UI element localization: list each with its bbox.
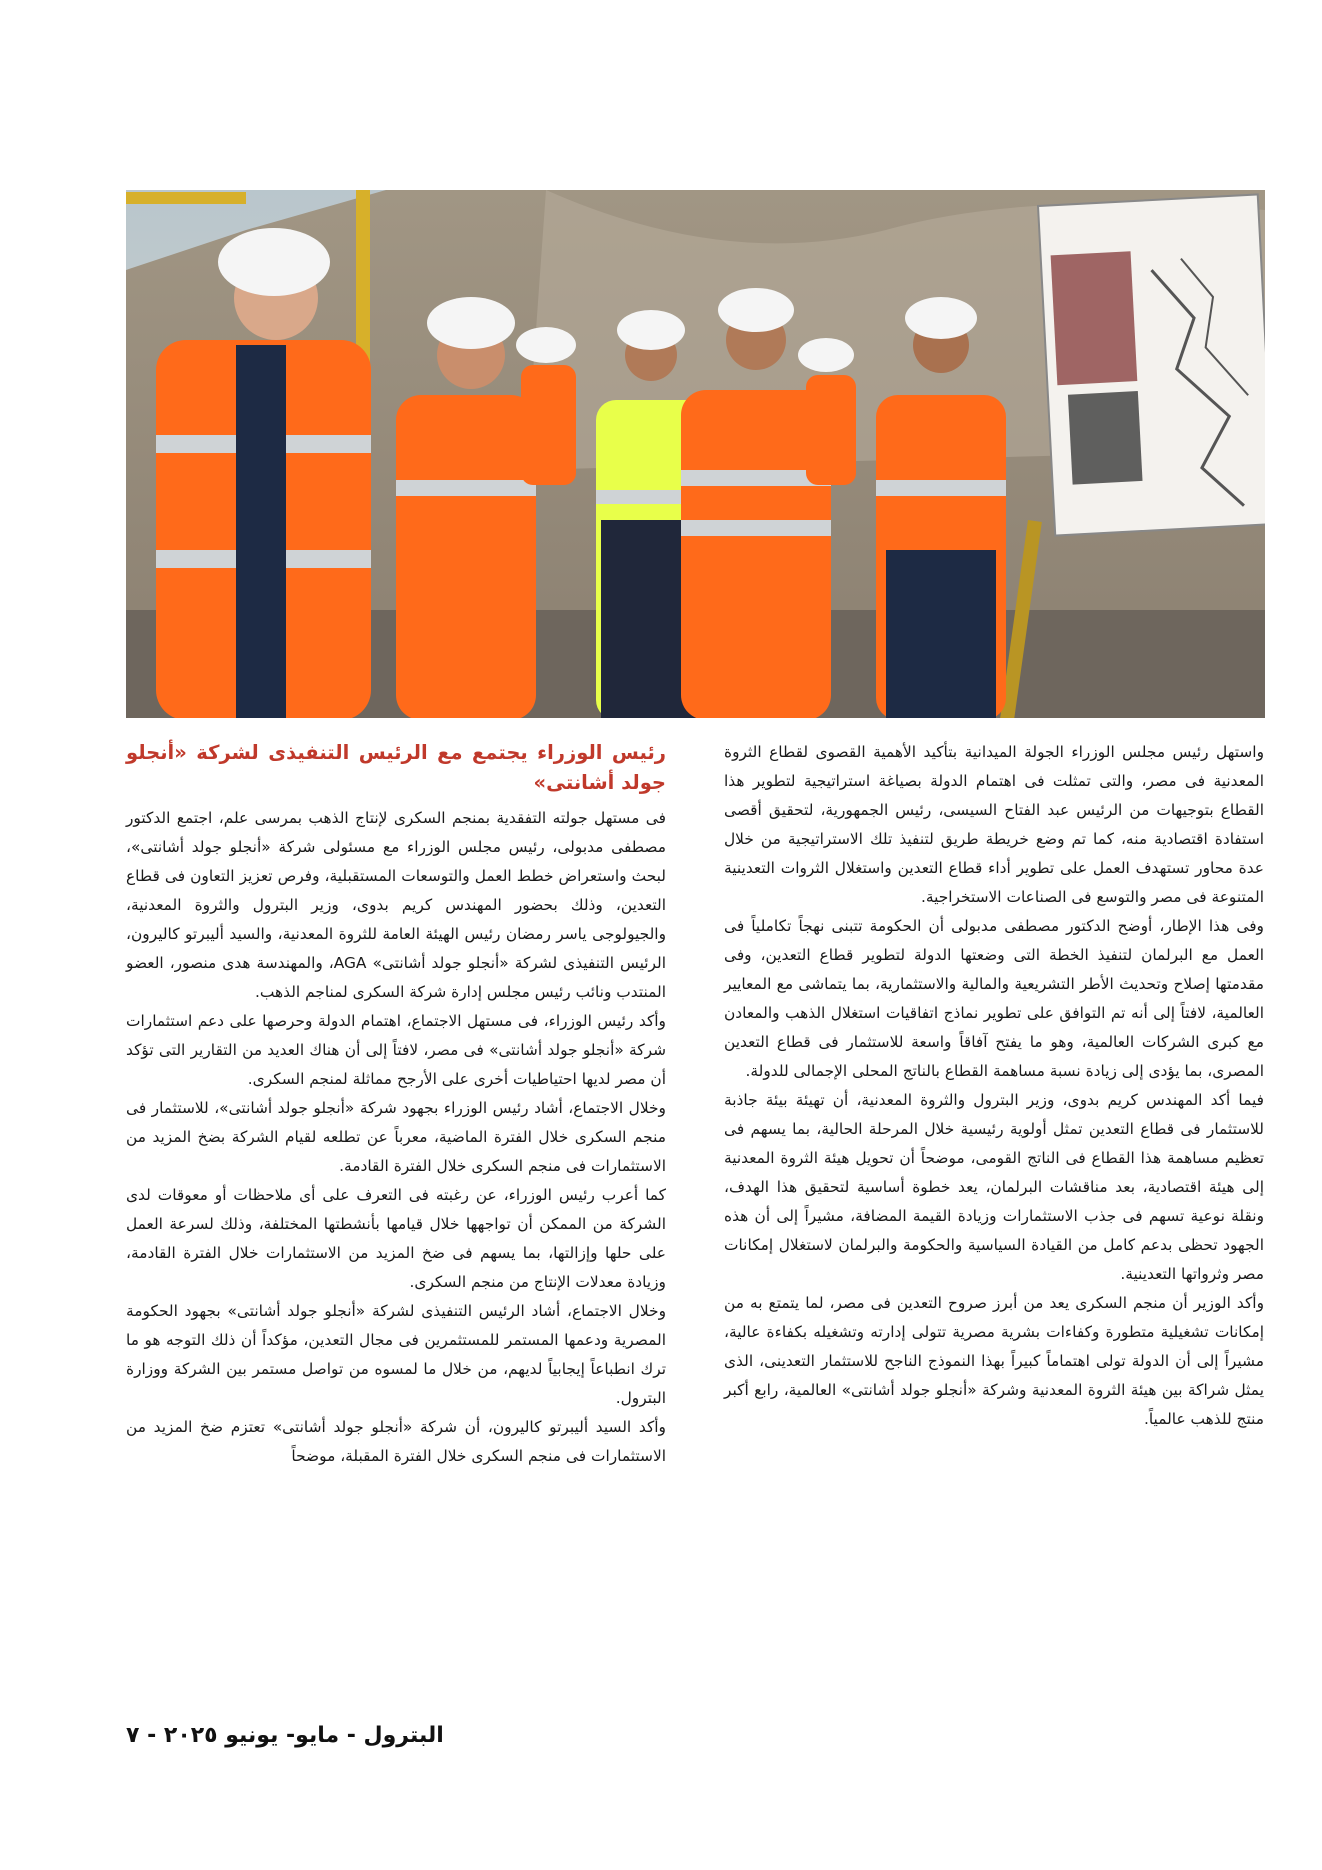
paragraph: كما أعرب رئيس الوزراء، عن رغبته فى التعرف على أى ملاحظات أو معوقات لدى الشركة من الممكن أن تواجهها خلال قيامها بأنشطتها المختلفة، وذلك لسرعة العمل على حلها وإزالتها، بما يسهم فى ضخ المزيد من الاستثمارات خلال الفترة القادمة، وزيادة معدلات الإنتاج من منجم السكرى. bbox=[126, 1186, 666, 1291]
page-footer: البترول - مايو- يونيو ٢٠٢٥ - ٧ bbox=[126, 1723, 444, 1748]
paragraph: وأكد الوزير أن منجم السكرى يعد من أبرز صروح التعدين فى مصر، لما يتمتع به من إمكانات تشغيلية متطورة وكفاءات بشرية مصرية تتولى إدارته وتشغيله بكفاءة عالية، مشيراً إلى أن الدولة تولى اهتماماً كبيراً بهذا النموذج الناجح للاستثمار التعدينى، الذى يمثل شراكة بين هيئة الثروة المعدنية وشركة «أنجلو جولد أشانتى» العالمية، رابع أكبر منتج للذهب عالمياً. bbox=[724, 1294, 1264, 1428]
paragraph: واستهل رئيس مجلس الوزراء الجولة الميدانية بتأكيد الأهمية القصوى لقطاع الثروة المعدنية فى مصر، والتى تمثلت فى اهتمام الدولة بصياغة استراتيجية لتطوير هذا القطاع بتوجيهات من الرئيس عبد الفتاح السيسى، رئيس الجمهورية، لتحقيق أقصى استفادة اقتصادية منه، كما تم وضع خريطة طريق لتنفيذ تلك الاستراتيجية من خلال عدة محاور تستهدف العمل على تطوير أداء قطاع التعدين واستغلال الثروات التعدينية المتنوعة فى مصر والتوسع فى الصناعات الاستخراجية. bbox=[724, 743, 1264, 906]
paragraph: وخلال الاجتماع، أشاد رئيس الوزراء بجهود شركة «أنجلو جولد أشانتى»، للاستثمار فى منجم السكرى خلال الفترة الماضية، معرباً عن تطلعه لقيام الشركة بضخ المزيد من الاستثمارات فى منجم السكرى خلال الفترة القادمة. bbox=[126, 1099, 666, 1175]
paragraph: وفى هذا الإطار، أوضح الدكتور مصطفى مدبولى أن الحكومة تتبنى نهجاً تكاملياً فى العمل مع البرلمان لتنفيذ الخطة التى وضعتها الدولة لتطوير قطاع التعدين، وفى مقدمتها إصلاح وتحديث الأطر التشريعية والمالية والاستثمارية، بما يتماشى مع المعايير العالمية، لافتاً إلى أنه تم التوافق على تطوير نماذج اتفاقيات استغلال الذهب والمعادن مع كبرى الشركات العالمية، وهو ما يفتح آفاقاً واسعة للاستثمار فى قطاع التعدين المصرى، بما يؤدى إلى زيادة نسبة مساهمة القطاع بالناتج المحلى الإجمالى للدولة. bbox=[724, 917, 1264, 1080]
section-headline: رئيس الوزراء يجتمع مع الرئيس التنفيذى لشركة «أنجلو جولد أشانتى» bbox=[126, 741, 666, 794]
photo-illustration bbox=[126, 190, 1265, 718]
paragraph: وخلال الاجتماع، أشاد الرئيس التنفيذى لشركة «أنجلو جولد أشانتى» بجهود الحكومة المصرية ودعمها المستمر للمستثمرين فى مجال التعدين، مؤكداً أن ذلك التوجه هو ما ترك انطباعاً إيجابياً لديهم، من خلال ما لمسوه من تواصل مستمر بين الشركة ووزارة البترول. bbox=[126, 1302, 666, 1407]
article-right-column bbox=[724, 738, 1264, 1434]
mining-site-photo bbox=[126, 190, 1265, 718]
paragraph: وأكد رئيس الوزراء، فى مستهل الاجتماع، اهتمام الدولة وحرصها على دعم استثمارات شركة «أنجلو جولد أشانتى» فى مصر، لافتاً إلى أن هناك العديد من التقارير التى تؤكد أن مصر لديها احتياطيات أخرى على الأرجح مماثلة لمنجم السكرى. bbox=[126, 1012, 666, 1088]
paragraph: فى مستهل جولته التفقدية بمنجم السكرى لإنتاج الذهب بمرسى علم، اجتمع الدكتور مصطفى مدبولى، رئيس مجلس الوزراء مع مسئولى شركة «أنجلو جولد أشانتى»، لبحث واستعراض خطط العمل والتوسعات المستقبلية، وفرص تعزيز التعاون فى قطاع التعدين، وذلك بحضور المهندس كريم بدوى، وزير البترول والثروة المعدنية، والجيولوجى ياسر رمضان رئيس الهيئة العامة للثروة المعدنية، والسيد أليبرتو كاليرون، الرئيس التنفيذى لشركة «أنجلو جولد أشانتى» AGA، والمهندسة هدى منصور، العضو المنتدب ونائب رئيس مجلس إدارة شركة السكرى لمناجم الذهب. bbox=[126, 809, 666, 1001]
paragraph: وأكد السيد أليبرتو كاليرون، أن شركة «أنجلو جولد أشانتى» تعتزم ضخ المزيد من الاستثمارات فى منجم السكرى خلال الفترة المقبلة، موضحاً bbox=[126, 1418, 666, 1465]
article-left-column bbox=[126, 738, 666, 1471]
paragraph: فيما أكد المهندس كريم بدوى، وزير البترول والثروة المعدنية، أن تهيئة بيئة جاذبة للاستثمار فى قطاع التعدين تمثل أولوية رئيسية خلال المرحلة الحالية، بما يسهم فى تعظيم مساهمة هذا القطاع فى الناتج القومى، موضحاً أن تحويل هيئة الثروة المعدنية إلى هيئة اقتصادية، بعد مناقشات البرلمان، يعد خطوة أساسية لتحقيق هذا الهدف، ونقلة نوعية تسهم فى جذب الاستثمارات وزيادة القيمة المضافة، مشيراً إلى أن هذه الجهود تحظى بدعم كامل من القيادة السياسية والحكومة والبرلمان لاستغلال إمكانات مصر وثرواتها التعدينية. bbox=[724, 1091, 1264, 1283]
